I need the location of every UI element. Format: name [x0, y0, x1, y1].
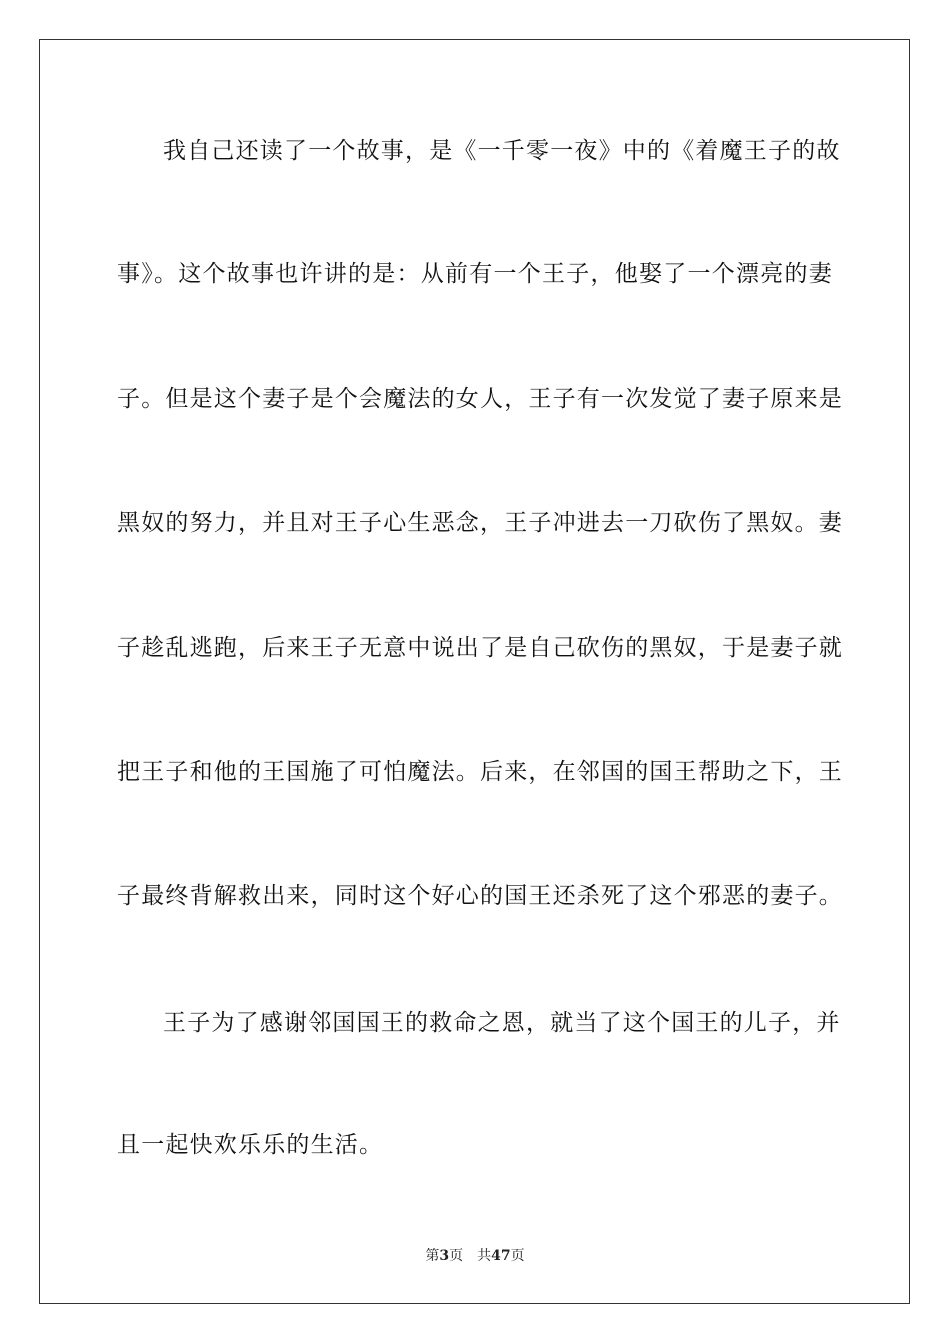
paragraph-line: 事》。这个故事也许讲的是：从前有一个王子，他娶了一个漂亮的妻	[117, 261, 833, 287]
paragraph-line: 我自己还读了一个故事，是《一千零一夜》中的《着魔王子的故	[163, 138, 841, 164]
paragraph-line: 黑奴的努力，并且对王子心生恶念，王子冲进去一刀砍伤了黑奴。妻	[117, 510, 843, 536]
total-prefix: 共	[477, 1248, 492, 1264]
paragraph-line: 子。但是这个妻子是个会魔法的女人，王子有一次发觉了妻子原来是	[117, 386, 843, 412]
page-number: 3	[439, 1248, 450, 1264]
page-footer	[0, 1247, 950, 1265]
page-frame	[39, 39, 910, 1304]
total-suffix: 页	[510, 1248, 525, 1264]
total-pages: 47	[491, 1248, 511, 1264]
paragraph-line: 子趁乱逃跑，后来王子无意中说出了是自己砍伤的黑奴，于是妻子就	[117, 635, 843, 661]
page-suffix: 页	[449, 1248, 464, 1264]
paragraph-line: 子最终背解救出来，同时这个好心的国王还杀死了这个邪恶的妻子。	[117, 883, 843, 909]
paragraph-line: 把王子和他的王国施了可怕魔法。后来，在邻国的国王帮助之下，王	[117, 759, 843, 785]
page-prefix: 第	[425, 1248, 440, 1264]
paragraph-line: 王子为了感谢邻国国王的救命之恩，就当了这个国王的儿子，并	[163, 1010, 841, 1036]
paragraph-line: 且一起快欢乐乐的生活。	[117, 1132, 384, 1158]
